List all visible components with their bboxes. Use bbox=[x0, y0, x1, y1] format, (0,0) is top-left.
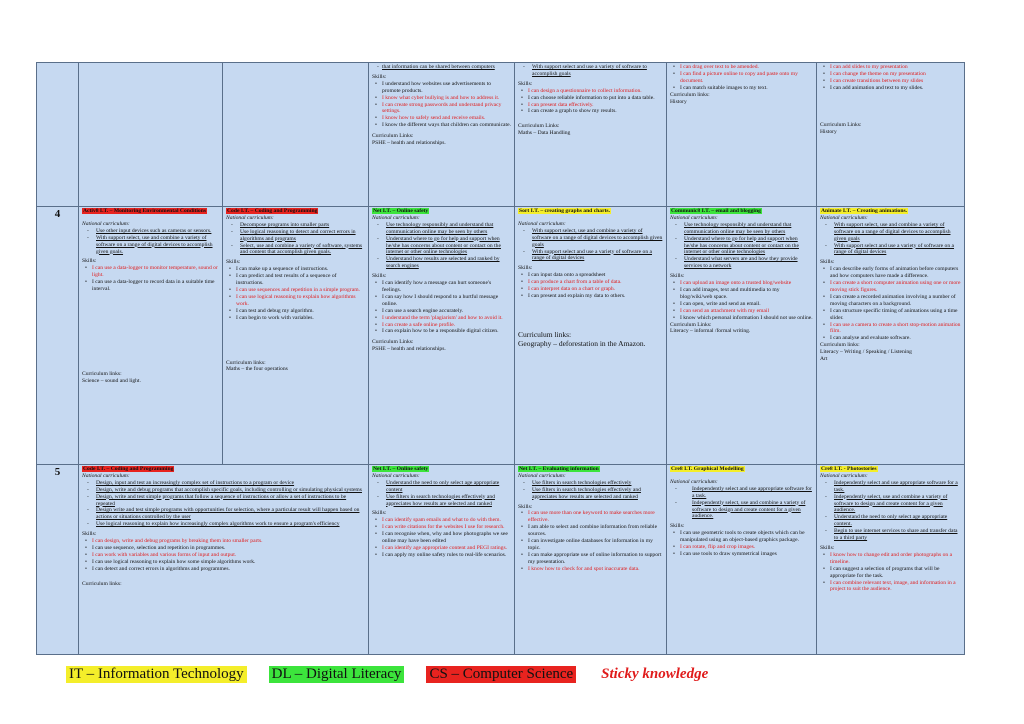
skills-label: Skills: bbox=[372, 73, 387, 80]
skill-item: • I can present and explain my data to others. bbox=[518, 293, 663, 300]
skill-item: • I know the different ways that children can communicate. bbox=[372, 122, 511, 129]
list-item: - With support select and use a variety of software on a range of digital devices bbox=[518, 249, 663, 263]
skills-list bbox=[820, 64, 961, 92]
curriculum-links-label: Curriculum links: bbox=[82, 580, 122, 587]
year4-coding bbox=[223, 207, 369, 465]
skills-list bbox=[820, 552, 961, 593]
list-item: - Design write and test simple programs with opportunities for selection, where a particular result will happen based on actions or situations controlled by the user bbox=[82, 507, 365, 521]
list-item: - With support select and use a variety of software on a range of digital devices bbox=[820, 243, 961, 257]
skill-item: • I can use logical reasoning to explain how some simple algorithms work. bbox=[82, 559, 365, 566]
nc-list bbox=[820, 222, 961, 257]
skill-item: • I can send an attachment with my email bbox=[670, 308, 813, 315]
year3-word-processing bbox=[667, 63, 817, 207]
skill-item: • I can add animation and text to my slides. bbox=[820, 85, 961, 92]
skills-list bbox=[372, 280, 511, 335]
skill-item: • I can use logical reasoning to explain how algorithms work. bbox=[226, 294, 365, 308]
skill-item: • I can use sequences and repetition in a simple program. bbox=[226, 287, 365, 294]
list-item: - Understand where to go for help and support when he/she has concerns about content or contact on the internet or other online technologies bbox=[670, 236, 813, 257]
year-cell: 4 bbox=[37, 207, 79, 465]
list-item: - Independently select and use appropriate software for a task. bbox=[820, 480, 961, 494]
skill-item: • I can predict and test results of a sequence of instructions. bbox=[226, 273, 365, 287]
skills-list bbox=[518, 272, 663, 300]
skill-item: • I can present data effectively. bbox=[518, 102, 663, 109]
skill-item: • I can investigate online databases for information in my topic. bbox=[518, 538, 663, 552]
list-item: - Understand how results are selected and ranked by search engines bbox=[372, 256, 511, 270]
list-item: - Design, write and test simple programs that follow a sequence of instructions or allow a set of instructions to be repeated bbox=[82, 494, 365, 508]
curriculum-links-value: Literacy – Writing / Speaking / Listening bbox=[820, 349, 912, 356]
skill-item: • I know what cyber bullying is and how to address it. bbox=[372, 95, 511, 102]
skills-list bbox=[226, 266, 365, 321]
unit-title: Cre8 I.T. Graphical Modelling bbox=[671, 466, 744, 472]
skill-item: • I can say how I should respond to a hurtful message online. bbox=[372, 294, 511, 308]
skill-item: • I can use sequence, selection and repetition in programmes. bbox=[82, 545, 365, 552]
list-item: - With support select, use and combine a variety of software on a range of digital devices to accomplish given goals bbox=[820, 222, 961, 243]
skill-item: • I can write citations for the websites I use for research. bbox=[372, 524, 511, 531]
unit-title: Activ8 I.T. – Monitoring Environmental Conditions bbox=[83, 208, 207, 214]
skills-label: Skills: bbox=[820, 544, 835, 551]
skill-item: • I can describe early forms of animation before computers and how computers have made a difference. bbox=[820, 266, 961, 280]
skill-item: • I can design, write and debug programs by breaking them into smaller parts. bbox=[82, 538, 365, 545]
list-item: - Use filters in search technologies effectively and appreciates how results are selected and ranked bbox=[518, 487, 663, 501]
list-item: - Use technology responsibly and understand that communication online may be seen by others bbox=[670, 222, 813, 236]
list-item: - that information can be shared between computers bbox=[372, 64, 511, 71]
year-cell bbox=[37, 63, 79, 207]
skills-label: Skills: bbox=[518, 80, 533, 87]
nc-label: National curriculum: bbox=[820, 472, 868, 479]
curriculum-links-label: Curriculum links: bbox=[518, 329, 572, 339]
skills-label: Skills: bbox=[670, 523, 685, 530]
list-item: - Use logical reasoning to detect and correct errors in algorithms and programs bbox=[226, 229, 365, 243]
list-item: - Independently select and use appropriate software for a task. bbox=[670, 486, 813, 500]
skills-list bbox=[82, 538, 365, 573]
nc-label: National curriculum: bbox=[82, 472, 130, 479]
curriculum-links-label: Curriculum links: bbox=[82, 370, 122, 377]
list-item: - With support select, use and combine a variety of software on a range of digital devices to accomplish given goals bbox=[518, 228, 663, 249]
skill-item: • I can create transitions between my slides bbox=[820, 78, 961, 85]
skill-item: • I know which personal information I should not use online. bbox=[670, 315, 813, 322]
unit-title: Net I.T. – Online safety bbox=[373, 208, 429, 214]
year-4-row bbox=[37, 207, 965, 465]
nc-label: National curriculum: bbox=[372, 472, 420, 479]
skills-label: Skills: bbox=[372, 510, 387, 517]
year3-col2 bbox=[223, 63, 369, 207]
year5-coding bbox=[79, 465, 369, 655]
skills-list bbox=[670, 64, 813, 92]
list-item: - Understand where to go for help and support when he/she has concerns about content or contact on the internet or other online technologies bbox=[372, 236, 511, 257]
skill-item: • I can use a camera to create a short stop-motion animation film. bbox=[820, 322, 961, 336]
skill-item: • I can add slides to my presentation bbox=[820, 64, 961, 71]
skill-item: • I can add images, text and multimedia to my blog/wiki/web space. bbox=[670, 287, 813, 301]
nc-label: National curriculum: bbox=[670, 214, 718, 221]
skill-item: • I am able to select and combine information from reliable sources. bbox=[518, 524, 663, 538]
skill-item: • I can drag over text to be amended. bbox=[670, 64, 813, 71]
year4-email-blogging bbox=[667, 207, 817, 465]
curriculum-links-label: Curriculum Links: bbox=[670, 321, 712, 328]
unit-title: Net I.T. – Online safety bbox=[373, 466, 429, 472]
skill-item: • I can recognise when, why and how photographs we see online may have been edited bbox=[372, 531, 511, 545]
skills-list bbox=[670, 280, 813, 321]
nc-label: National curriculum: bbox=[372, 214, 420, 221]
skill-item: • I can change the theme on my presentation bbox=[820, 71, 961, 78]
unit-title: Net I.T. – Evaluating information bbox=[519, 466, 599, 472]
nc-label: National curriculum: bbox=[518, 220, 566, 227]
skill-item: • I can create a safe online profile. bbox=[372, 322, 511, 329]
list-item: - Independently select, use and combine a variety of software to design and create content for a given audience. bbox=[670, 500, 813, 521]
list-item: - With support select and use a variety of software to accomplish goals bbox=[518, 64, 663, 78]
nc-list bbox=[226, 222, 365, 257]
skill-item: • I can interpret data on a chart or graph. bbox=[518, 286, 663, 293]
skills-list bbox=[82, 265, 219, 293]
curriculum-links-label: Curriculum Links: bbox=[820, 121, 862, 128]
skill-item: • I know how to change edit and order photographs on a timeline. bbox=[820, 552, 961, 566]
skill-item: • I can test and debug my algorithm. bbox=[226, 308, 365, 315]
skills-list bbox=[518, 510, 663, 572]
curriculum-links-value: Literacy – informal /formal writing. bbox=[670, 328, 751, 335]
list-item: - With support select, use and combine a variety of software on a range of digital devices to accomplish given goals. bbox=[82, 235, 219, 256]
skills-label: Skills: bbox=[372, 273, 387, 280]
list-item: - Use filters in search technologies effectively bbox=[518, 480, 663, 487]
curriculum-links-value: Geography – deforestation in the Amazon. bbox=[518, 338, 646, 348]
list-item: - Select, use and combine a variety of software, systems and content that accomplish given goals. bbox=[226, 243, 365, 257]
skill-item: • I can structure specific timing of animations using a time slider. bbox=[820, 308, 961, 322]
year-3-row bbox=[37, 63, 965, 207]
year4-online-safety bbox=[369, 207, 515, 465]
skills-list bbox=[518, 88, 663, 116]
skill-item: • I can design a questionnaire to collect information. bbox=[518, 88, 663, 95]
skills-label: Skills: bbox=[82, 531, 97, 538]
skill-item: • I can create a short computer animation using one or more moving stick figures. bbox=[820, 280, 961, 294]
list-item: - Use filters in search technologies effectively and appreciates how results are selected and ranked bbox=[372, 494, 511, 508]
skill-item: • I can use tools to draw symmetrical images bbox=[670, 551, 813, 558]
curriculum-links-label: Curriculum Links: bbox=[518, 123, 560, 130]
year3-presentations bbox=[817, 63, 965, 207]
skill-item: • I can combine relevant text, image, and information in a project to suit the audience. bbox=[820, 580, 961, 594]
curriculum-links-value: History bbox=[670, 98, 687, 105]
skills-list bbox=[372, 81, 511, 129]
year3-col1 bbox=[79, 63, 223, 207]
year5-evaluating-information bbox=[515, 465, 667, 655]
skills-label: Skills: bbox=[518, 265, 533, 272]
year-cell: 5 bbox=[37, 465, 79, 655]
skill-item: • I can identify how a message can hurt someone's feelings. bbox=[372, 280, 511, 294]
curriculum-links-label: Curriculum Links: bbox=[372, 339, 414, 346]
skill-item: • I can apply my online safety rules to real-life scenarios. bbox=[372, 552, 511, 559]
nc-list bbox=[670, 486, 813, 521]
skills-label: Skills: bbox=[670, 273, 685, 280]
list-item: - Independently select, use and combine a variety of software to design and create content for a given audience. bbox=[820, 494, 961, 515]
year4-animations bbox=[817, 207, 965, 465]
unit-title: Communic8 I.T. – email and blogging bbox=[671, 208, 761, 214]
nc-list bbox=[518, 480, 663, 501]
skill-item: • I can work with variables and various forms of input and output. bbox=[82, 552, 365, 559]
skill-item: • I can use a search engine accurately. bbox=[372, 308, 511, 315]
skill-item: • I can open, write and send an email. bbox=[670, 301, 813, 308]
curriculum-links-label: Curriculum links: bbox=[820, 342, 860, 349]
curriculum-table bbox=[36, 62, 964, 655]
skill-item: • I can produce a chart from a table of data. bbox=[518, 279, 663, 286]
unit-title: Cre8 I.T. - Photostories bbox=[821, 466, 877, 472]
year3-online-safety bbox=[369, 63, 515, 207]
legend-sticky: Sticky knowledge bbox=[601, 665, 709, 682]
skill-item: • I can identify age appropriate content and PEGI ratings. bbox=[372, 545, 511, 552]
nc-label: National curriculum: bbox=[82, 220, 130, 227]
curriculum-links-value-2: Art bbox=[820, 356, 828, 363]
nc-label: National curriculum: bbox=[226, 214, 274, 221]
year5-photostories bbox=[817, 465, 965, 655]
skills-list bbox=[372, 517, 511, 558]
list-item: - Use technology responsibly and understand that communication online may be seen by others bbox=[372, 222, 511, 236]
skill-item: • I can create a graph to show my results. bbox=[518, 108, 663, 115]
skill-item: • I can input data onto a spreadsheet bbox=[518, 272, 663, 279]
skill-item: • I can match suitable images to my text. bbox=[670, 85, 813, 92]
skill-item: • I can suggest a selection of programs that will be appropriate for the task. bbox=[820, 566, 961, 580]
skill-item: • I understand the term 'plagiarism' and how to avoid it. bbox=[372, 315, 511, 322]
skill-item: • I can use a data-logger to record data in a suitable time interval. bbox=[82, 279, 219, 293]
skill-item: • I can detect and correct errors in algorithms and programmes. bbox=[82, 566, 365, 573]
skill-item: • I know how to safely send and receive emails. bbox=[372, 115, 511, 122]
skill-item: • I can create a recorded animation involving a number of moving characters on a background. bbox=[820, 294, 961, 308]
unit-title: Code I.T. – Coding and Programming bbox=[83, 466, 174, 472]
nc-list bbox=[372, 480, 511, 508]
curriculum-links-label: Curriculum links: bbox=[226, 359, 266, 366]
legend-it: IT – Information Technology bbox=[66, 666, 247, 683]
skill-item: • I can use more than one keyword to make searches more effective. bbox=[518, 510, 663, 524]
curriculum-links-value: Maths – the four operations bbox=[226, 366, 288, 373]
year5-online-safety bbox=[369, 465, 515, 655]
list-item: - Begin to use internet services to share and transfer data to a third party bbox=[820, 528, 961, 542]
nc-label: National curriculum: bbox=[518, 472, 566, 479]
skill-item: • I know how to check for and spot inaccurate data. bbox=[518, 566, 663, 573]
list-item: - Understand what servers are and how they provide services to a network bbox=[670, 256, 813, 270]
nc-list bbox=[670, 222, 813, 270]
curriculum-links-value: History bbox=[820, 128, 837, 135]
nc-list bbox=[372, 64, 511, 71]
nc-list bbox=[372, 222, 511, 270]
legend bbox=[66, 663, 733, 685]
list-item: - Use other input devices such as cameras or sensors. bbox=[82, 228, 219, 235]
skills-label: Skills: bbox=[820, 259, 835, 266]
skill-item: • I can choose reliable information to put into a data table. bbox=[518, 95, 663, 102]
skill-item: • I can begin to work with variables. bbox=[226, 315, 365, 322]
year3-data-handling bbox=[515, 63, 667, 207]
list-item: - Understand the need to only select age appropriate content. bbox=[820, 514, 961, 528]
nc-list bbox=[82, 228, 219, 256]
unit-title: Sort I.T. – creating graphs and charts. bbox=[519, 208, 611, 214]
skill-item: • I can find a picture online to copy and paste onto my document. bbox=[670, 71, 813, 85]
nc-list bbox=[518, 228, 663, 263]
curriculum-links-value: Science – sound and light. bbox=[82, 377, 141, 384]
skill-item: • I can analyse and evaluate software. bbox=[820, 335, 961, 342]
list-item: - Design, write and debug programs that accomplish specific goals, including controlling or simulating physical systems bbox=[82, 487, 365, 494]
skills-list bbox=[670, 530, 813, 558]
skill-item: • I can create strong passwords and understand privacy settings. bbox=[372, 102, 511, 116]
curriculum-links-value: PSHE – health and relationships. bbox=[372, 346, 446, 353]
skill-item: • I understand how websites use advertisements to promote products. bbox=[372, 81, 511, 95]
skill-item: • I can rotate, flip and crop images. bbox=[670, 544, 813, 551]
nc-list bbox=[820, 480, 961, 542]
skill-item: • I can use geometric tools to create objects which can be manipulated using an object-based graphics package. bbox=[670, 530, 813, 544]
nc-label: National curriculum: bbox=[670, 478, 718, 485]
skill-item: • I can upload an image onto a trusted blog/website bbox=[670, 280, 813, 287]
unit-title: Code I.T. – Coding and Programming bbox=[227, 208, 318, 214]
nc-label: National curriculum: bbox=[820, 214, 868, 221]
skills-label: Skills: bbox=[82, 258, 97, 265]
year5-graphical-modelling bbox=[667, 465, 817, 655]
year4-monitoring bbox=[79, 207, 223, 465]
skills-label: Skills: bbox=[518, 503, 533, 510]
nc-list bbox=[82, 480, 365, 528]
list-item: - Design, input and test an increasingly complex set of instructions to a program or device bbox=[82, 480, 365, 487]
curriculum-links-label: Curriculum Links: bbox=[372, 133, 414, 140]
skill-item: • I can use a data-logger to monitor temperature, sound or light. bbox=[82, 265, 219, 279]
skills-list bbox=[820, 266, 961, 342]
skill-item: • I can make appropriate use of online information to support my presentation. bbox=[518, 552, 663, 566]
legend-cs: CS – Computer Science bbox=[426, 666, 576, 683]
year-5-row bbox=[37, 465, 965, 655]
curriculum-links-value: Maths – Data Handling bbox=[518, 130, 571, 137]
skills-label: Skills: bbox=[226, 259, 241, 266]
skill-item: • I can make up a sequence of instructions. bbox=[226, 266, 365, 273]
year4-graphs-charts bbox=[515, 207, 667, 465]
list-item: - Use logical reasoning to explain how increasingly complex algorithms work to ensure a program's efficiency bbox=[82, 521, 365, 528]
skill-item: • I can explain how to be a responsible digital citizen. bbox=[372, 328, 511, 335]
nc-list bbox=[518, 64, 663, 78]
legend-dl: DL – Digital Literacy bbox=[269, 666, 405, 683]
list-item: - Decompose programs into smaller parts bbox=[226, 222, 365, 229]
curriculum-links-label: Curriculum links: bbox=[670, 91, 710, 98]
unit-title: Animate I.T. – Creating animations. bbox=[821, 208, 908, 214]
skill-item: • I can identify spam emails and what to do with them. bbox=[372, 517, 511, 524]
list-item: - Understand the need to only select age appropriate content bbox=[372, 480, 511, 494]
curriculum-links-value: PSHE – health and relationships. bbox=[372, 140, 446, 147]
